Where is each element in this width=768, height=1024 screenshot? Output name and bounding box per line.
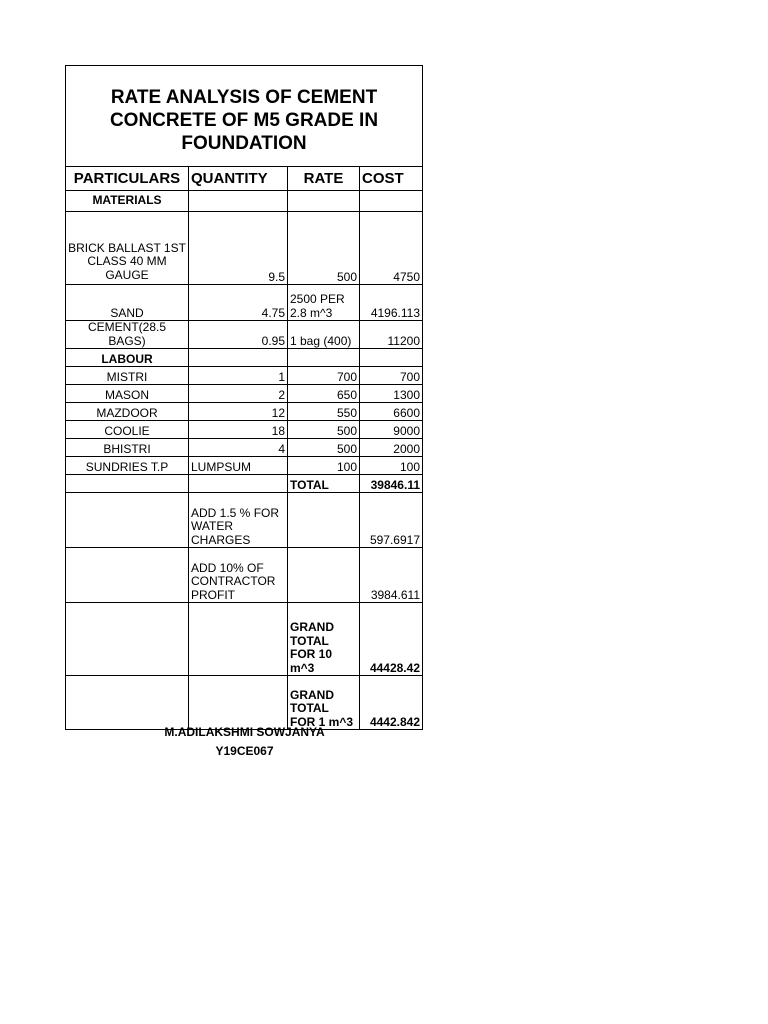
- labour-label: LABOUR: [66, 349, 189, 367]
- cost-cell: 11200: [360, 321, 423, 349]
- cost-cell: 4750: [360, 212, 423, 285]
- table-row: [66, 321, 423, 349]
- cost-cell: 700: [360, 367, 423, 385]
- water-charges-row: [66, 493, 423, 548]
- header-particulars: PARTICULARS: [66, 167, 189, 191]
- particular-cell: MISTRI: [66, 367, 189, 385]
- quantity-cell: 12: [189, 403, 288, 421]
- title-row: [66, 66, 423, 167]
- rate-cell: 100: [288, 457, 360, 475]
- table-row: [66, 421, 423, 439]
- particular-cell: MASON: [66, 385, 189, 403]
- table-row: [66, 367, 423, 385]
- quantity-cell: 4: [189, 439, 288, 457]
- rate-cell: 500: [288, 212, 360, 285]
- sundries-row: [66, 457, 423, 475]
- sheet-title: RATE ANALYSIS OF CEMENT CONCRETE OF M5 GRADE IN FOUNDATION: [66, 66, 423, 167]
- quantity-cell: LUMPSUM: [189, 457, 288, 475]
- contractor-profit-label: ADD 10% OF CONTRACTOR PROFIT: [189, 548, 288, 603]
- materials-section-row: [66, 191, 423, 212]
- header-row: [66, 167, 423, 191]
- table-row: [66, 212, 423, 285]
- rate-cell: 550: [288, 403, 360, 421]
- rate-analysis-table: [65, 65, 423, 730]
- particular-cell: CEMENT(28.5 BAGS): [66, 321, 189, 349]
- contractor-profit-value: 3984.611: [360, 548, 423, 603]
- particular-cell: MAZDOOR: [66, 403, 189, 421]
- rate-cell: 2500 PER 2.8 m^3: [288, 285, 360, 321]
- total-value: 39846.11: [360, 475, 423, 493]
- grand-total-10-value: 44428.42: [360, 603, 423, 676]
- table-row: [66, 385, 423, 403]
- table-row: [66, 285, 423, 321]
- quantity-cell: 2: [189, 385, 288, 403]
- water-charges-value: 597.6917: [360, 493, 423, 548]
- particular-cell: SAND: [66, 285, 189, 321]
- header-quantity: QUANTITY: [189, 167, 288, 191]
- total-row: [66, 475, 423, 493]
- header-rate: RATE: [288, 167, 360, 191]
- grand-total-1-label: GRAND TOTAL FOR 1 m^3: [288, 676, 360, 730]
- contractor-profit-row: [66, 548, 423, 603]
- cost-cell: 1300: [360, 385, 423, 403]
- author-name: M.ADILAKSHMI SOWJANYA: [164, 725, 325, 739]
- author-id: Y19CE067: [215, 744, 274, 758]
- quantity-cell: 4.75: [189, 285, 288, 321]
- cost-cell: 6600: [360, 403, 423, 421]
- rate-cell: 700: [288, 367, 360, 385]
- grand-total-10-row: [66, 603, 423, 676]
- cost-cell: 2000: [360, 439, 423, 457]
- grand-total-10-label: GRAND TOTAL FOR 10 m^3: [288, 603, 360, 676]
- rate-cell: 650: [288, 385, 360, 403]
- quantity-cell: 0.95: [189, 321, 288, 349]
- particular-cell: COOLIE: [66, 421, 189, 439]
- total-label: TOTAL: [288, 475, 360, 493]
- materials-label: MATERIALS: [66, 191, 189, 212]
- grand-total-1-row: [66, 676, 423, 730]
- labour-section-row: [66, 349, 423, 367]
- particular-cell: SUNDRIES T.P: [66, 457, 189, 475]
- particular-cell: BHISTRI: [66, 439, 189, 457]
- particular-cell: BRICK BALLAST 1ST CLASS 40 MM GAUGE: [66, 212, 189, 285]
- header-cost: COST: [360, 167, 423, 191]
- rate-cell: 500: [288, 439, 360, 457]
- cost-cell: 100: [360, 457, 423, 475]
- water-charges-label: ADD 1.5 % FOR WATER CHARGES: [189, 493, 288, 548]
- grand-total-1-value: 4442.842: [360, 676, 423, 730]
- rate-cell: 500: [288, 421, 360, 439]
- quantity-cell: 9.5: [189, 212, 288, 285]
- cost-cell: 4196.113: [360, 285, 423, 321]
- table-row: [66, 403, 423, 421]
- quantity-cell: 18: [189, 421, 288, 439]
- cost-cell: 9000: [360, 421, 423, 439]
- table-row: [66, 439, 423, 457]
- rate-cell: 1 bag (400): [288, 321, 360, 349]
- quantity-cell: 1: [189, 367, 288, 385]
